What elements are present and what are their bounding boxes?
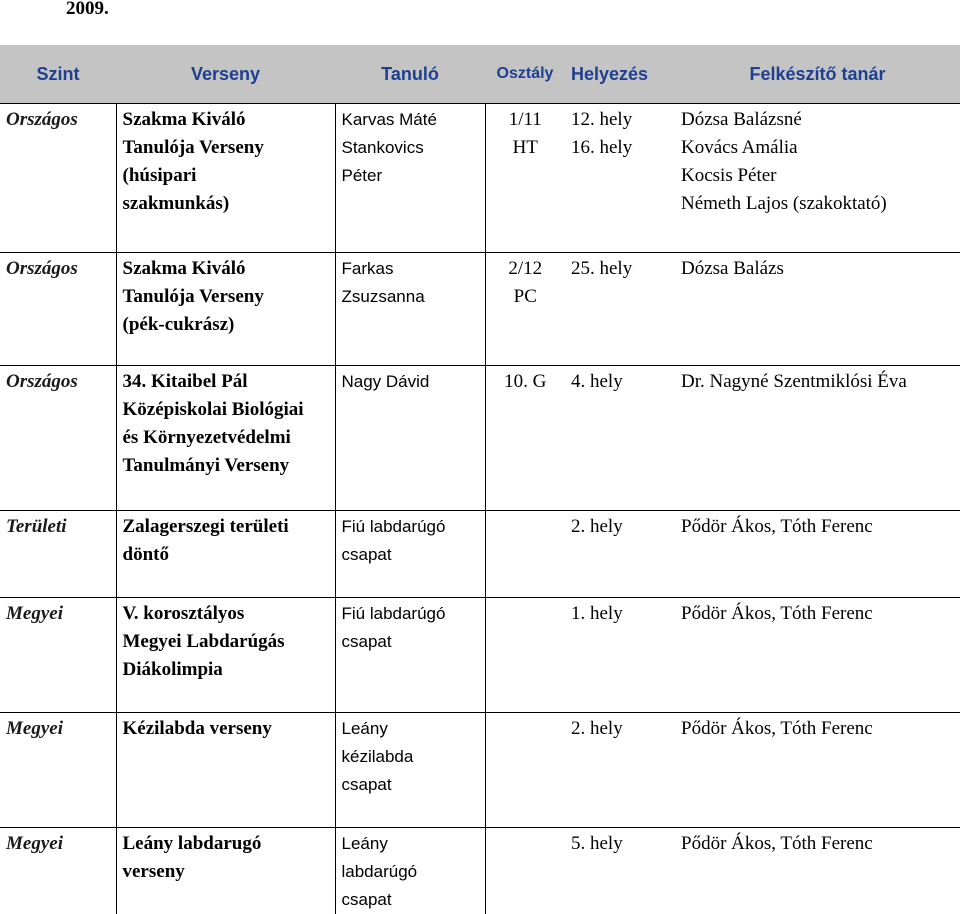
cell-szint: Megyei <box>0 828 116 914</box>
table-row <box>0 366 960 481</box>
cell-verseny-line: V. korosztályos <box>123 600 329 628</box>
header-helyezes: Helyezés <box>565 45 675 104</box>
cell-szint: Országos <box>0 253 116 340</box>
cell-osztaly-line: HT <box>492 134 560 162</box>
cell-tanar <box>675 104 960 219</box>
cell-tanar <box>675 366 960 481</box>
cell-verseny <box>116 366 335 481</box>
cell-helyezes <box>565 366 675 481</box>
cell-verseny <box>116 253 335 340</box>
cell-tanulo <box>335 104 485 219</box>
cell-tanar-line: Pődör Ákos, Tóth Ferenc <box>681 513 954 541</box>
cell-verseny-line: verseny <box>123 858 329 886</box>
cell-szint: Országos <box>0 104 116 219</box>
cell-helyezes <box>565 598 675 685</box>
cell-helyezes <box>565 253 675 340</box>
cell-tanulo <box>335 366 485 481</box>
cell-tanulo-line: kézilabda <box>342 743 479 771</box>
cell-tanulo-line: csapat <box>342 771 479 799</box>
cell-verseny-line: (húsipari <box>123 162 329 190</box>
cell-helyezes-line: 4. hely <box>571 368 669 396</box>
cell-verseny-line: 34. Kitaibel Pál <box>123 368 329 396</box>
cell-verseny-line: Szakma Kiváló <box>123 106 329 134</box>
document-year: 2009. <box>66 0 109 20</box>
cell-tanulo-line: csapat <box>342 628 479 656</box>
cell-verseny-line: Tanulója Verseny <box>123 134 329 162</box>
cell-verseny <box>116 828 335 914</box>
cell-helyezes <box>565 511 675 570</box>
cell-verseny <box>116 713 335 800</box>
header-verseny: Verseny <box>116 45 335 104</box>
row-spacer <box>0 218 960 253</box>
cell-tanar-line: Dózsa Balázs <box>681 255 954 283</box>
cell-helyezes <box>565 104 675 219</box>
cell-tanar-line: Pődör Ákos, Tóth Ferenc <box>681 715 954 743</box>
cell-tanulo <box>335 511 485 570</box>
cell-tanulo-line: Fiú labdarúgó <box>342 600 479 628</box>
cell-tanulo-line: Leány <box>342 830 479 858</box>
cell-verseny-line: Diákolimpia <box>123 656 329 684</box>
cell-szint: Területi <box>0 511 116 570</box>
cell-verseny-line: Szakma Kiváló <box>123 255 329 283</box>
row-spacer <box>0 480 960 511</box>
results-table <box>0 45 960 914</box>
cell-verseny-line: szakmunkás) <box>123 190 329 218</box>
cell-verseny-line: Leány labdarugó <box>123 830 329 858</box>
cell-verseny-line: Középiskolai Biológiai <box>123 396 329 424</box>
table-row <box>0 104 960 219</box>
header-szint: Szint <box>0 45 116 104</box>
cell-tanulo <box>335 598 485 685</box>
cell-tanulo <box>335 253 485 340</box>
cell-helyezes-line: 16. hely <box>571 134 669 162</box>
cell-osztaly <box>485 253 565 340</box>
cell-verseny-line: és Környezetvédelmi <box>123 424 329 452</box>
cell-helyezes <box>565 828 675 914</box>
cell-verseny-line: Tanulmányi Verseny <box>123 452 329 480</box>
table-row <box>0 511 960 570</box>
cell-tanulo-line: csapat <box>342 541 479 569</box>
cell-verseny-line: (pék-cukrász) <box>123 311 329 339</box>
cell-tanar-line: Pődör Ákos, Tóth Ferenc <box>681 830 954 858</box>
row-spacer <box>0 339 960 366</box>
cell-tanar-line: Dózsa Balázsné <box>681 106 954 134</box>
cell-tanar-line: Pődör Ákos, Tóth Ferenc <box>681 600 954 628</box>
cell-tanar-line: Németh Lajos (szakoktató) <box>681 190 954 218</box>
cell-tanulo-line: Karvas Máté <box>342 106 479 134</box>
cell-tanar <box>675 253 960 340</box>
cell-osztaly <box>485 598 565 685</box>
row-spacer <box>0 799 960 828</box>
cell-verseny-line: Kézilabda verseny <box>123 715 329 743</box>
cell-helyezes-line: 2. hely <box>571 513 669 541</box>
cell-tanulo-line: Zsuzsanna <box>342 283 479 311</box>
cell-verseny-line: Megyei Labdarúgás <box>123 628 329 656</box>
table-header-row <box>0 45 960 104</box>
header-tanar: Felkészítő tanár <box>675 45 960 104</box>
cell-verseny <box>116 598 335 685</box>
cell-verseny <box>116 104 335 219</box>
cell-osztaly <box>485 511 565 570</box>
table-row <box>0 828 960 914</box>
table-body <box>0 104 960 914</box>
cell-osztaly-line: 1/11 <box>492 106 560 134</box>
cell-szint: Országos <box>0 366 116 481</box>
cell-tanulo-line: Leány <box>342 715 479 743</box>
cell-verseny-line: Tanulója Verseny <box>123 283 329 311</box>
cell-szint: Megyei <box>0 598 116 685</box>
cell-verseny-line: döntő <box>123 541 329 569</box>
cell-helyezes <box>565 713 675 800</box>
row-spacer <box>0 569 960 598</box>
cell-osztaly <box>485 104 565 219</box>
cell-osztaly <box>485 366 565 481</box>
cell-helyezes-line: 12. hely <box>571 106 669 134</box>
cell-helyezes-line: 5. hely <box>571 830 669 858</box>
table-row <box>0 598 960 685</box>
cell-tanulo-line: csapat <box>342 886 479 914</box>
table-row <box>0 253 960 340</box>
cell-verseny <box>116 511 335 570</box>
cell-tanar <box>675 511 960 570</box>
cell-tanar-line: Dr. Nagyné Szentmiklósi Éva <box>681 368 954 396</box>
cell-osztaly-line: 10. G <box>492 368 560 396</box>
cell-tanar <box>675 828 960 914</box>
cell-osztaly <box>485 828 565 914</box>
header-osztaly: Osztály <box>485 45 565 104</box>
cell-tanar <box>675 598 960 685</box>
cell-szint: Megyei <box>0 713 116 800</box>
cell-tanulo-line: Péter <box>342 162 479 190</box>
cell-tanulo-line: Nagy Dávid <box>342 368 479 396</box>
cell-helyezes-line: 1. hely <box>571 600 669 628</box>
cell-tanar-line: Kocsis Péter <box>681 162 954 190</box>
cell-tanulo-line: Stankovics <box>342 134 479 162</box>
cell-tanulo-line: Fiú labdarúgó <box>342 513 479 541</box>
cell-tanar-line: Kovács Amália <box>681 134 954 162</box>
cell-osztaly-line: 2/12 <box>492 255 560 283</box>
cell-helyezes-line: 25. hely <box>571 255 669 283</box>
cell-osztaly <box>485 713 565 800</box>
cell-verseny-line: Zalagerszegi területi <box>123 513 329 541</box>
cell-tanulo-line: labdarúgó <box>342 858 479 886</box>
header-tanulo: Tanuló <box>335 45 485 104</box>
cell-tanulo-line: Farkas <box>342 255 479 283</box>
cell-tanulo <box>335 713 485 800</box>
table-row <box>0 713 960 800</box>
cell-tanar <box>675 713 960 800</box>
cell-helyezes-line: 2. hely <box>571 715 669 743</box>
row-spacer <box>0 684 960 713</box>
cell-tanulo <box>335 828 485 914</box>
cell-osztaly-line: PC <box>492 283 560 311</box>
